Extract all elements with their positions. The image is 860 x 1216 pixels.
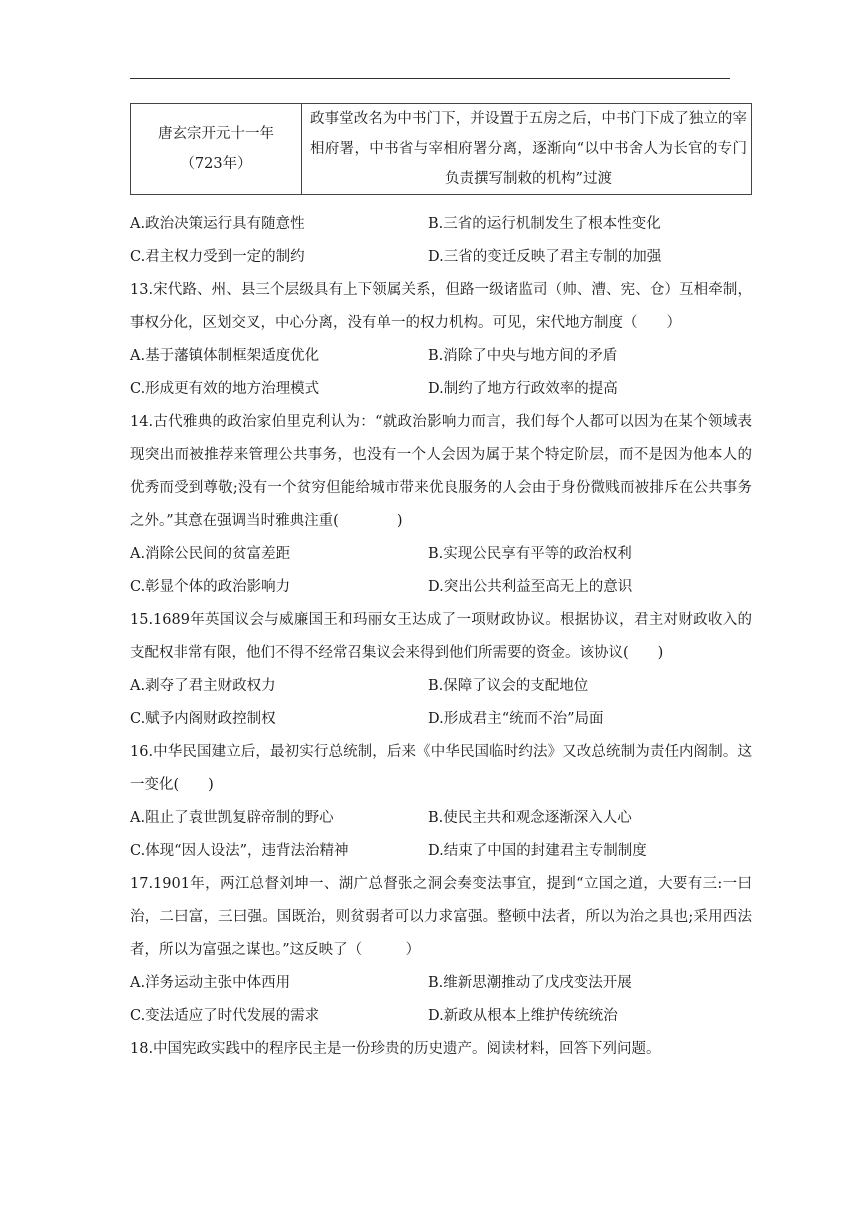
question-options — [130, 538, 752, 604]
option-d[interactable]: D.三省的变迁反映了君主专制的加强 — [428, 249, 662, 265]
option-d[interactable]: D.结束了中国的封建君主专制制度 — [428, 843, 647, 859]
option-d[interactable]: D.新政从根本上维护传统统治 — [428, 1008, 618, 1024]
table-cell-period: 唐玄宗开元十一年（723年） — [131, 104, 302, 195]
option-a[interactable]: A.剥夺了君主财政权力 — [130, 678, 276, 694]
option-c[interactable]: C.赋予内阁财政控制权 — [130, 711, 276, 727]
option-c[interactable]: C.变法适应了时代发展的需求 — [130, 1008, 320, 1024]
question-17 — [130, 868, 752, 1033]
option-b[interactable]: B.消除了中央与地方间的矛盾 — [428, 348, 618, 364]
option-a[interactable]: A.阻止了袁世凯复辟帝制的野心 — [130, 810, 334, 826]
question-13 — [130, 274, 752, 406]
table-row — [131, 104, 752, 195]
option-b[interactable]: B.保障了议会的支配地位 — [428, 678, 589, 694]
question-stem: 13.宋代路、州、县三个层级具有上下领属关系，但路一级诸监司（帅、漕、宪、仓）互相牵制，事权分化，区划交叉，中心分离，没有单一的权力机构。可见，宋代地方制度（ ） — [130, 282, 752, 331]
option-b[interactable]: B.使民主共和观念逐渐深入人心 — [428, 810, 632, 826]
question-stem: 17.1901年，两江总督刘坤一、湖广总督张之洞会奏变法事宜，提到“立国之道，大要有三:一曰治，二曰富，三曰强。国既治，则贫弱者可以力求富强。整顿中法者，所以为治之具也;采用西法者，所以为富强之谋也。”这反映了（ ） — [130, 876, 752, 958]
question-16 — [130, 736, 752, 868]
option-c[interactable]: C.体现“因人设法”，违背法治精神 — [130, 843, 349, 859]
option-d[interactable]: D.形成君主“统而不治”局面 — [428, 711, 604, 727]
question-options — [130, 340, 752, 406]
question-stem: 15.1689年英国议会与威廉国王和玛丽女王达成了一项财政协议。根据协议，君主对财政收入的支配权非常有限，他们不得不经常召集议会来得到他们所需要的资金。该协议( ) — [130, 612, 752, 661]
option-b[interactable]: B.实现公民享有平等的政治权利 — [428, 546, 632, 562]
question-options — [130, 670, 752, 736]
option-c[interactable]: C.君主权力受到一定的制约 — [130, 249, 305, 265]
option-a[interactable]: A.洋务运动主张中体西用 — [130, 975, 291, 991]
q12-options — [130, 208, 752, 274]
option-d[interactable]: D.制约了地方行政效率的提高 — [428, 381, 618, 397]
question-18-stem: 18.中国宪政实践中的程序民主是一份珍贵的历史遗产。阅读材料，回答下列问题。 — [130, 1041, 661, 1057]
option-c[interactable]: C.彰显个体的政治影响力 — [130, 579, 291, 595]
question-14 — [130, 406, 752, 604]
question-list — [130, 208, 752, 1066]
question-options — [130, 802, 752, 868]
table-cell-description: 政事堂改名为中书门下，并设置于五房之后，中书门下成了独立的宰相府署，中书省与宰相府署分离，逐渐向“以中书舍人为长官的专门负责撰写制敕的机构”过渡 — [302, 104, 752, 195]
option-c[interactable]: C.形成更有效的地方治理模式 — [130, 381, 320, 397]
option-d[interactable]: D.突出公共利益至高无上的意识 — [428, 579, 633, 595]
option-a[interactable]: A.基于藩镇体制框架适度优化 — [130, 348, 320, 364]
question-stem: 16.中华民国建立后，最初实行总统制，后来《中华民国临时约法》又改总统制为责任内阁制。这一变化( ) — [130, 744, 752, 793]
question-options — [130, 967, 752, 1033]
option-a[interactable]: A.消除公民间的贫富差距 — [130, 546, 291, 562]
option-b[interactable]: B.三省的运行机制发生了根本性变化 — [428, 216, 661, 232]
option-b[interactable]: B.维新思潮推动了戊戌变法开展 — [428, 975, 632, 991]
option-a[interactable]: A.政治决策运行具有随意性 — [130, 216, 305, 232]
question-15 — [130, 604, 752, 736]
header-rule — [130, 78, 730, 79]
question-stem: 14.古代雅典的政治家伯里克利认为：“就政治影响力而言，我们每个人都可以因为在某个领域表现突出而被推荐来管理公共事务，也没有一个人会因为属于某个特定阶层，而不是因为他本人的优秀而受到尊敬;没有一个贫穷但能给城市带来优良服务的人会由于身份微贱而被排斥在公共事务之外。”其意在强调当时雅典注重( ) — [130, 414, 752, 529]
material-table — [130, 103, 752, 195]
